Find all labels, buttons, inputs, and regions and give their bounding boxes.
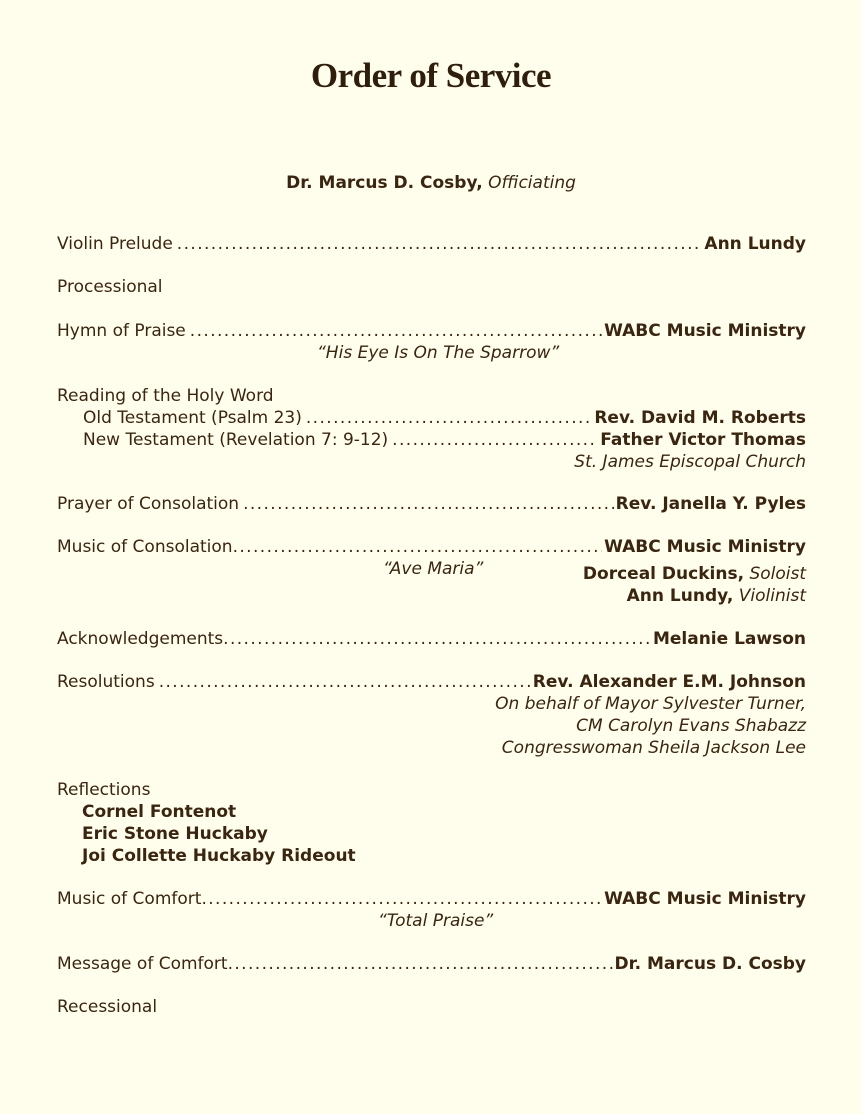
dot-leader [228, 953, 613, 975]
item-label: Message of Comfort [57, 954, 228, 974]
item-resolutions [57, 671, 806, 693]
item-label: Old Testament (Psalm 23) [83, 408, 302, 428]
violinist-role: Violinist [738, 586, 806, 606]
officiant-role: Officiating [488, 173, 576, 193]
reflection-speaker: Cornel Fontenot [82, 802, 237, 822]
dot-leader [201, 888, 602, 910]
item-person: Melanie Lawson [652, 629, 806, 649]
dot-leader [159, 671, 531, 693]
song-title: “His Eye Is On The Sparrow” [317, 343, 560, 363]
dot-leader [306, 407, 592, 429]
item-new-testament [83, 429, 806, 451]
violinist-credit [57, 585, 806, 607]
song-title: “Ave Maria” [383, 559, 484, 579]
item-person: Rev. Alexander E.M. Johnson [532, 672, 806, 692]
officiant-line [0, 172, 862, 194]
page-title: Order of Service [310, 56, 552, 95]
item-label: Resolutions [57, 672, 155, 692]
behalf-line: On behalf of Mayor Sylvester Turner, [495, 694, 806, 714]
item-person: Rev. Janella Y. Pyles [615, 494, 806, 514]
item-label: Prayer of Consolation [57, 494, 240, 514]
item-reading: Reading of the Holy Word [57, 386, 274, 406]
item-acknowledgements [57, 628, 806, 650]
item-music-of-comfort [57, 888, 806, 910]
reflection-speaker: Joi Collette Huckaby Rideout [82, 846, 356, 866]
soloist-role: Soloist [749, 564, 806, 584]
item-recessional: Recessional [57, 997, 158, 1017]
item-person: WABC Music Ministry [604, 537, 806, 557]
item-prayer-of-consolation [57, 493, 806, 515]
item-processional: Processional [57, 277, 163, 297]
affiliation: St. James Episcopal Church [574, 452, 806, 472]
dot-leader [177, 233, 703, 255]
dot-leader [233, 536, 603, 558]
behalf-line: Congresswoman Sheila Jackson Lee [501, 738, 806, 758]
item-hymn-of-praise [57, 320, 806, 342]
officiant-name: Dr. Marcus D. Cosby, [286, 173, 483, 193]
item-person: Dr. Marcus D. Cosby [614, 954, 806, 974]
item-music-of-consolation [57, 536, 806, 558]
behalf-line: CM Carolyn Evans Shabazz [576, 716, 806, 736]
item-person: Ann Lundy [704, 234, 806, 254]
item-label: Music of Comfort [57, 889, 202, 909]
item-reflections: Reflections [57, 780, 151, 800]
soloist-credit [57, 563, 806, 585]
dot-leader [392, 429, 598, 451]
dot-leader [190, 320, 602, 342]
song-title: “Total Praise” [378, 911, 494, 931]
item-label: Violin Prelude [57, 234, 173, 254]
dot-leader [223, 628, 651, 650]
item-label: New Testament (Revelation 7: 9-12) [83, 430, 389, 450]
item-person: WABC Music Ministry [604, 889, 806, 909]
item-violin-prelude [57, 233, 806, 255]
item-old-testament [83, 407, 806, 429]
item-person: WABC Music Ministry [604, 321, 806, 341]
item-label: Music of Consolation [57, 537, 233, 557]
item-message-of-comfort [57, 953, 806, 975]
item-person: Father Victor Thomas [600, 430, 806, 450]
dot-leader [243, 493, 614, 515]
item-label: Acknowledgements [57, 629, 224, 649]
violinist-name: Ann Lundy, [626, 586, 734, 606]
item-label: Hymn of Praise [57, 321, 186, 341]
item-person: Rev. David M. Roberts [594, 408, 806, 428]
reflection-speaker: Eric Stone Huckaby [82, 824, 268, 844]
soloist-name: Dorceal Duckins, [582, 564, 745, 584]
